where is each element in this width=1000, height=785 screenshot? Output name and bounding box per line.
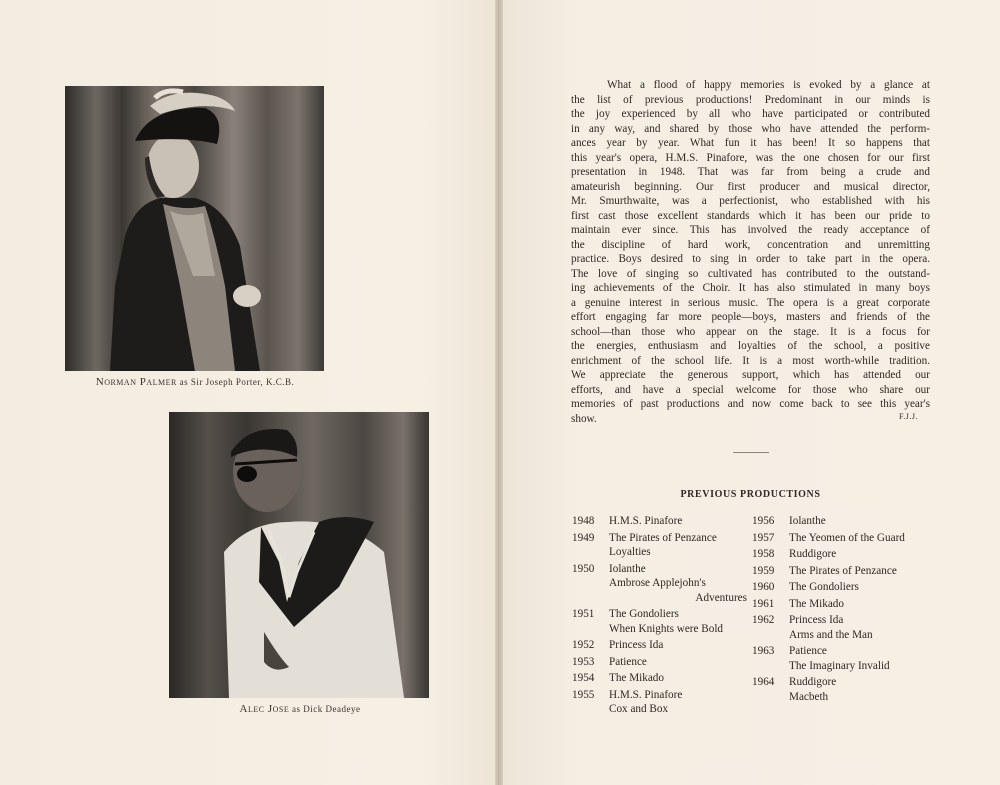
production-title: The Gondoliers bbox=[789, 581, 859, 593]
production-titles bbox=[609, 607, 747, 636]
foreword-line: presentation in 1948. That was far from being a crude and bbox=[571, 166, 930, 178]
production-entry bbox=[752, 644, 932, 673]
production-title: The Pirates of Penzance bbox=[609, 531, 717, 544]
production-title: The Gondoliers bbox=[609, 608, 679, 620]
caption-norman-palmer bbox=[40, 376, 350, 388]
admiral-portrait-image bbox=[65, 86, 324, 371]
production-year: 1951 bbox=[572, 608, 595, 620]
production-titles bbox=[789, 547, 932, 562]
production-title: Adventures bbox=[695, 591, 747, 604]
production-titles bbox=[789, 675, 932, 704]
foreword-line: amateurish beginning. Our first producer and musical director, bbox=[571, 180, 930, 193]
production-entry bbox=[752, 675, 932, 704]
foreword-line: The love of singing so cultivated has contributed to the outstand- bbox=[571, 267, 930, 280]
production-year: 1962 bbox=[752, 614, 775, 626]
caption-1-as: as bbox=[179, 377, 189, 387]
production-titles bbox=[609, 514, 747, 529]
production-entry bbox=[752, 597, 932, 612]
foreword-line: We appreciate the generous support, which has attended our bbox=[571, 369, 930, 381]
foreword-line: practice. Boys desired to sing in order to take part in the opera. bbox=[571, 253, 930, 265]
foreword-line: in any way, and shared by those who have attended the perform- bbox=[571, 122, 930, 135]
caption-2-role: Dick Deadeye bbox=[303, 704, 361, 714]
production-titles bbox=[609, 655, 747, 670]
production-title: Iolanthe bbox=[789, 515, 826, 527]
production-title: Princess Ida bbox=[789, 614, 844, 626]
foreword-line: ances year by year. What fun it has been! It so happens that bbox=[571, 137, 930, 149]
book-gutter bbox=[495, 0, 503, 785]
production-year: 1953 bbox=[572, 655, 595, 668]
production-titles bbox=[609, 531, 747, 560]
foreword-line: Mr. Smurthwaite, was a perfectionist, who established with his bbox=[571, 195, 930, 207]
production-titles bbox=[609, 638, 747, 653]
production-titles bbox=[789, 613, 932, 642]
production-title: Arms and the Man bbox=[789, 628, 873, 641]
foreword-line: the joy experienced by all who have participated or contributed bbox=[571, 108, 930, 120]
production-year: 1963 bbox=[752, 645, 775, 657]
production-year: 1954 bbox=[572, 672, 595, 684]
production-title: When Knights were Bold bbox=[609, 622, 724, 635]
production-title: The Yeomen of the Guard bbox=[789, 531, 905, 544]
production-year: 1961 bbox=[752, 597, 775, 610]
production-entry bbox=[572, 531, 747, 560]
section-divider bbox=[733, 452, 769, 453]
foreword-line: school—than those who appear on the stage. It is a focus for bbox=[571, 325, 930, 338]
production-year: 1959 bbox=[752, 564, 775, 577]
production-title: Loyalties bbox=[609, 546, 651, 558]
production-year: 1956 bbox=[752, 515, 775, 527]
sailor-portrait-image bbox=[169, 412, 429, 698]
production-entry bbox=[572, 671, 747, 686]
production-title: Macbeth bbox=[789, 690, 829, 703]
production-entry bbox=[752, 613, 932, 642]
production-titles bbox=[609, 562, 747, 606]
caption-alec-jose bbox=[150, 703, 450, 715]
production-year: 1955 bbox=[572, 688, 595, 701]
production-title: Iolanthe bbox=[609, 562, 646, 575]
production-year: 1952 bbox=[572, 639, 595, 651]
production-year: 1949 bbox=[572, 531, 595, 544]
production-title: Patience bbox=[609, 655, 647, 668]
production-year: 1958 bbox=[752, 548, 775, 560]
production-entry bbox=[572, 638, 747, 653]
foreword-line: What a flood of happy memories is evoked by a glance at bbox=[607, 79, 930, 91]
production-title: H.M.S. Pinafore bbox=[609, 515, 683, 527]
production-titles bbox=[789, 514, 932, 529]
production-entry bbox=[752, 547, 932, 562]
production-title: The Mikado bbox=[609, 672, 664, 684]
foreword-signature: F.J.J. bbox=[898, 411, 918, 421]
foreword-line: a genuine interest in serious music. The opera is a great corporate bbox=[571, 296, 930, 309]
foreword-line: first cast those excellent standards which it has been our pride to bbox=[571, 209, 930, 222]
foreword-line: this year's opera, H.M.S. Pinafore, was the one chosen for our first bbox=[571, 151, 930, 164]
foreword-line: ing achievements of the Choir. It has also stimulated in many boys bbox=[571, 282, 930, 294]
production-title: Princess Ida bbox=[609, 639, 664, 651]
production-year: 1957 bbox=[752, 531, 775, 544]
production-title: The Imaginary Invalid bbox=[789, 659, 890, 672]
foreword-line: show. bbox=[571, 412, 597, 425]
production-entry bbox=[572, 655, 747, 670]
foreword-line: efforts, and have a special welcome for those who share our bbox=[571, 383, 930, 396]
production-title: Patience bbox=[789, 645, 827, 657]
foreword-lines bbox=[571, 78, 930, 426]
production-entry bbox=[752, 564, 932, 579]
productions-column-1 bbox=[572, 514, 747, 719]
production-entry bbox=[752, 514, 932, 529]
foreword-line: enrichment of the school life. It is a most worth-while tradition. bbox=[571, 354, 930, 367]
previous-productions-heading: PREVIOUS PRODUCTIONS bbox=[680, 489, 821, 500]
production-title: Ruddigore bbox=[789, 548, 837, 560]
production-title: Ruddigore bbox=[789, 676, 837, 688]
production-entry bbox=[752, 531, 932, 546]
production-title: The Mikado bbox=[789, 597, 844, 610]
production-year: 1964 bbox=[752, 676, 775, 688]
production-entry bbox=[572, 607, 747, 636]
foreword-line: memories of past productions and now come back to see this year's bbox=[571, 398, 930, 410]
production-titles bbox=[609, 688, 747, 717]
caption-1-name: Norman Palmer bbox=[95, 376, 177, 388]
production-titles bbox=[789, 597, 932, 612]
photo-sir-joseph-porter bbox=[65, 86, 324, 371]
production-title: Ambrose Applejohn's bbox=[609, 577, 706, 589]
foreword-line: the energies, enthusiasm and loyalties of the school, a positive bbox=[571, 340, 930, 352]
caption-1-role: Sir Joseph Porter, K.C.B. bbox=[190, 377, 295, 387]
production-title: Cox and Box bbox=[609, 703, 669, 715]
production-titles bbox=[789, 580, 932, 595]
foreword-line: effort engaging far more people—boys, masters and friends of the bbox=[571, 311, 930, 323]
production-year: 1950 bbox=[572, 562, 595, 575]
production-title: H.M.S. Pinafore bbox=[609, 688, 683, 701]
caption-2-name: Alec Jose bbox=[239, 703, 290, 715]
production-entry bbox=[572, 514, 747, 529]
production-titles bbox=[789, 564, 932, 579]
production-titles bbox=[609, 671, 747, 686]
production-titles bbox=[789, 531, 932, 546]
production-entry bbox=[572, 688, 747, 717]
production-year: 1960 bbox=[752, 581, 775, 593]
caption-2-as: as bbox=[291, 704, 301, 714]
production-title: The Pirates of Penzance bbox=[789, 564, 897, 577]
production-entry bbox=[572, 562, 747, 606]
foreword-line: the discipline of hard work, concentration and unremitting bbox=[571, 238, 930, 251]
production-titles bbox=[789, 644, 932, 673]
photo-dick-deadeye bbox=[169, 412, 429, 698]
foreword-line: maintain ever since. This has involved the ready acceptance of bbox=[571, 224, 930, 236]
productions-column-2 bbox=[752, 514, 932, 706]
foreword-text bbox=[571, 78, 930, 426]
production-entry bbox=[752, 580, 932, 595]
foreword-line: the list of previous productions! Predominant in our minds is bbox=[571, 93, 930, 106]
production-year: 1948 bbox=[572, 515, 595, 527]
